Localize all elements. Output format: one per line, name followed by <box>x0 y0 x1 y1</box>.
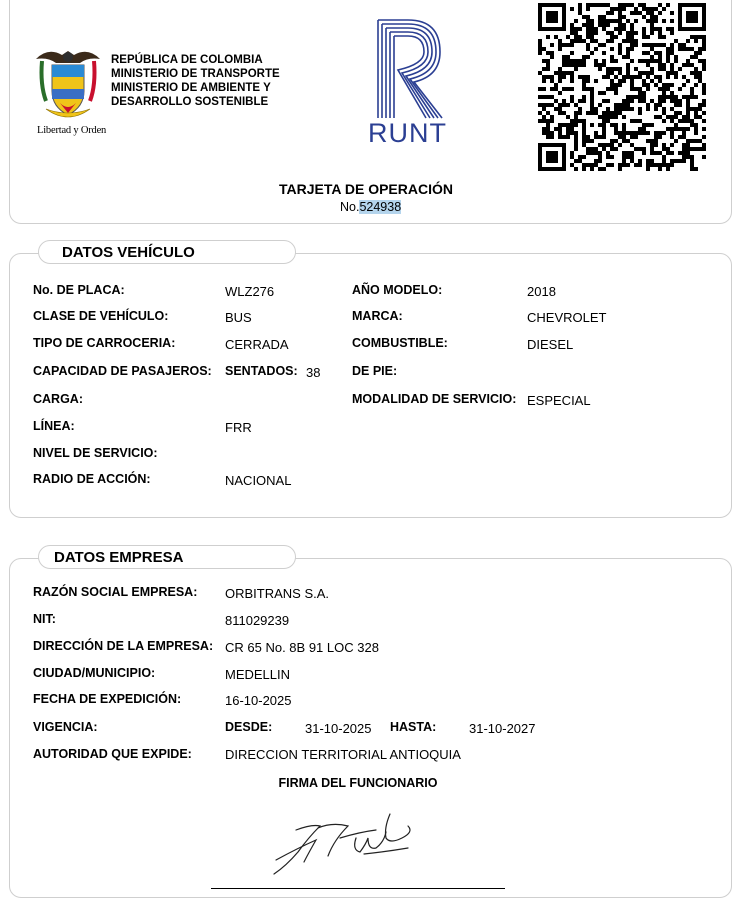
fecha-label: FECHA DE EXPEDICIÓN: <box>33 692 182 706</box>
carga-label: CARGA: <box>33 392 83 406</box>
autoridad-label: AUTORIDAD QUE EXPIDE: <box>33 747 192 761</box>
signature-label: FIRMA DEL FUNCIONARIO <box>278 776 438 790</box>
signature-line <box>211 888 505 889</box>
government-header <box>111 53 280 109</box>
gov-line: MINISTERIO DE TRANSPORTE <box>111 68 280 80</box>
signature-icon <box>268 808 428 878</box>
autoridad-value: DIRECCION TERRITORIAL ANTIOQUIA <box>225 747 461 762</box>
runt-logo-icon <box>374 18 446 122</box>
sentados-value: 38 <box>306 365 321 380</box>
fecha-value: 16-10-2025 <box>225 693 292 708</box>
hasta-value: 31-10-2027 <box>469 721 536 736</box>
runt-logo-text: RUNT <box>368 118 447 148</box>
desde-value: 31-10-2025 <box>305 721 372 736</box>
depie-label: DE PIE: <box>352 364 398 378</box>
razon-value: ORBITRANS S.A. <box>225 586 330 601</box>
clase-value: BUS <box>225 310 252 325</box>
document-number: 524938 <box>359 200 402 214</box>
placa-label: No. DE PLACA: <box>33 283 125 297</box>
anio-value: 2018 <box>527 284 556 299</box>
nit-label: NIT: <box>33 612 56 626</box>
direccion-value: CR 65 No. 8B 91 LOC 328 <box>225 640 379 655</box>
document-title: TARJETA DE OPERACIÓN <box>279 181 453 197</box>
nivel-label: NIVEL DE SERVICIO: <box>33 446 158 460</box>
razon-label: RAZÓN SOCIAL EMPRESA: <box>33 585 198 599</box>
nit-value: 811029239 <box>225 613 290 628</box>
motto-text: Libertad y Orden <box>37 125 107 136</box>
modalidad-value: ESPECIAL <box>527 393 591 408</box>
number-prefix: No. <box>340 200 360 214</box>
radio-label: RADIO DE ACCIÓN: <box>33 472 151 486</box>
ciudad-label: CIUDAD/MUNICIPIO: <box>33 666 156 680</box>
desde-label: DESDE: <box>225 720 273 734</box>
company-section-title: DATOS EMPRESA <box>38 545 296 569</box>
vehicle-section-title: DATOS VEHÍCULO <box>38 240 296 264</box>
capacidad-label: CAPACIDAD DE PASAJEROS: <box>33 364 212 378</box>
combustible-value: DIESEL <box>527 337 574 352</box>
marca-label: MARCA: <box>352 309 403 323</box>
anio-label: AÑO MODELO: <box>352 283 443 297</box>
coat-of-arms-icon <box>32 45 104 125</box>
vigencia-label: VIGENCIA: <box>33 720 98 734</box>
sentados-label: SENTADOS: <box>225 364 298 378</box>
carroceria-value: CERRADA <box>225 337 289 352</box>
combustible-label: COMBUSTIBLE: <box>352 336 448 350</box>
linea-label: LÍNEA: <box>33 419 75 433</box>
placa-value: WLZ276 <box>225 284 275 299</box>
marca-value: CHEVROLET <box>527 310 607 325</box>
qr-code-icon <box>538 3 706 171</box>
radio-value: NACIONAL <box>225 473 292 488</box>
carroceria-label: TIPO DE CARROCERIA: <box>33 336 176 350</box>
modalidad-label: MODALIDAD DE SERVICIO: <box>352 392 517 406</box>
gov-line: REPÚBLICA DE COLOMBIA <box>111 54 263 66</box>
linea-value: FRR <box>225 420 252 435</box>
clase-label: CLASE DE VEHÍCULO: <box>33 309 169 323</box>
gov-line: MINISTERIO DE AMBIENTE Y <box>111 82 271 94</box>
gov-line: DESARROLLO SOSTENIBLE <box>111 96 269 108</box>
ciudad-value: MEDELLIN <box>225 667 291 682</box>
hasta-label: HASTA: <box>390 720 437 734</box>
document-number-line <box>340 200 401 214</box>
direccion-label: DIRECCIÓN DE LA EMPRESA: <box>33 639 214 653</box>
